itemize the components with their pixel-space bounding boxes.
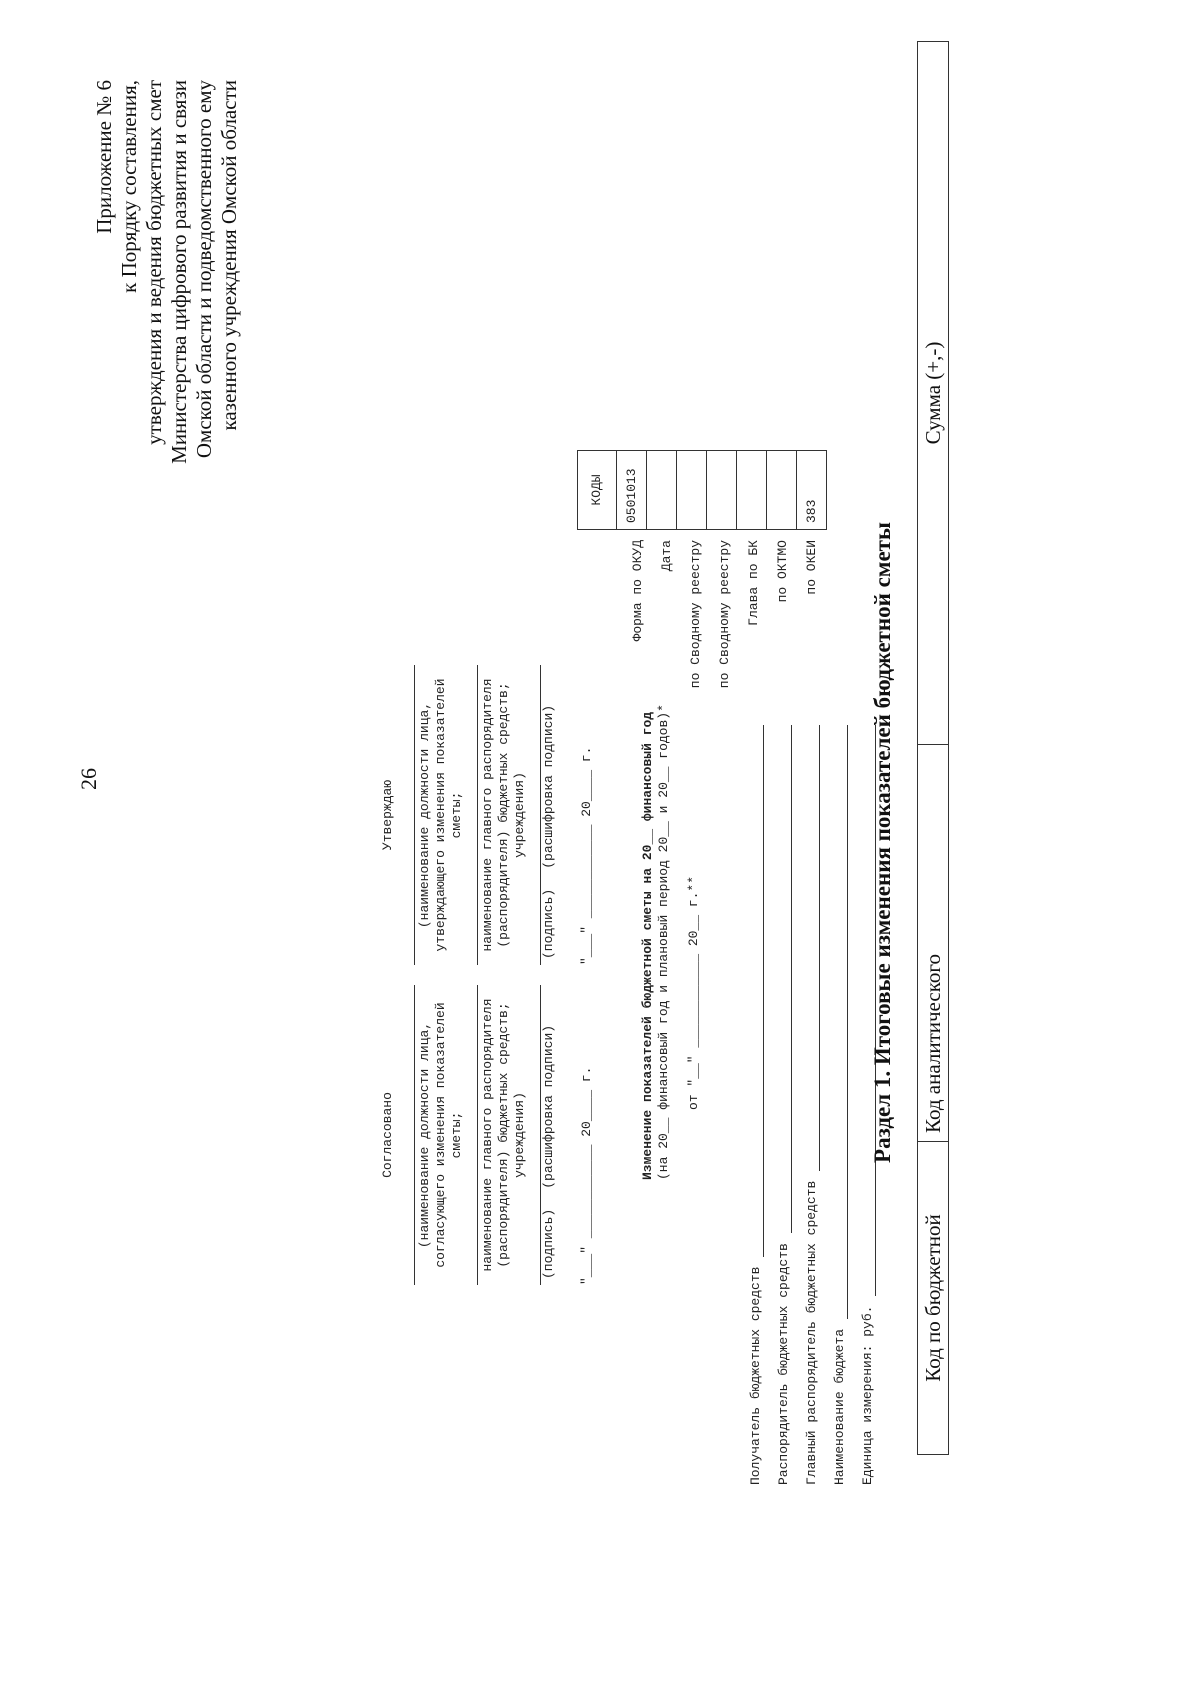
field-budget-name: [832, 725, 848, 1485]
heading-line: (на 20__ финансовый год и плановый период 20__ и 20__ годов)*: [656, 704, 671, 1180]
signature-caption: (подпись): [541, 1208, 556, 1279]
official-caption: (наименование должности лица, согласующего изменения показателей сметы;: [417, 1002, 464, 1268]
code-cell[interactable]: [647, 451, 677, 530]
table-header-analytic-code: Код аналитического: [918, 745, 949, 1142]
code-cell[interactable]: [767, 451, 797, 530]
code-label-date: Дата: [659, 540, 674, 572]
approved-heading: Утверждаю: [380, 779, 395, 851]
codes-table: [577, 450, 827, 530]
field-line[interactable]: [777, 725, 792, 1233]
field-label: Получатель бюджетных средств: [748, 1266, 763, 1485]
signature-captions: [541, 985, 557, 1285]
manager-caption: наименование главного распорядителя (распорядителя) бюджетных средств; учреждения): [480, 998, 527, 1272]
appendix-line: Министерства цифрового развития и связи: [167, 80, 191, 464]
code-label-okei: по ОКЕИ: [804, 540, 819, 595]
heading-date: от "__" ____________ 20__ г.**: [686, 875, 701, 1110]
table-header-budget-code: Код по бюджетной: [918, 1142, 949, 1455]
appendix-line: Омской области и подведомственного ему: [192, 80, 216, 459]
field-label: Единица измерения: руб.: [860, 1305, 875, 1485]
code-label-oktmo: по ОКТМО: [775, 540, 790, 603]
agreed-heading: Согласовано: [380, 1092, 395, 1178]
date-line: "___" ____________ 20____ г.: [579, 1066, 594, 1285]
heading-line: Изменение показателей бюджетной сметы на 20__ финансовый год: [640, 711, 655, 1180]
appendix-line: к Порядку составления,: [117, 80, 141, 293]
field-label: Распорядитель бюджетных средств: [776, 1243, 791, 1485]
code-label-registry: по Сводному реестру: [688, 540, 703, 689]
code-cell[interactable]: 383: [797, 451, 827, 530]
field-manager: [776, 725, 792, 1485]
date-line: "___" ____________ 20____ г.: [579, 746, 594, 965]
field-label: Наименование бюджета: [832, 1328, 847, 1485]
code-label-bk: Глава по БК: [746, 540, 761, 626]
appendix-line: утверждения и ведения бюджетных смет: [142, 80, 166, 445]
manager-caption: наименование главного распорядителя (распорядителя) бюджетных средств; учреждения): [480, 678, 527, 952]
appendix-line: казенного учреждения Омской области: [217, 80, 241, 431]
codes-header: КОДЫ: [578, 451, 617, 530]
appendix-line: Приложение № 6: [92, 80, 116, 234]
code-cell[interactable]: 0501013: [617, 451, 647, 530]
decoding-caption: (расшифровка подписи): [541, 704, 556, 869]
field-line[interactable]: [805, 725, 820, 1171]
appendix-header: [92, 80, 242, 464]
page-number: 26: [76, 768, 101, 790]
signature-captions: [541, 665, 557, 965]
code-cell[interactable]: [677, 451, 707, 530]
field-line[interactable]: [749, 725, 764, 1257]
field-line[interactable]: [833, 725, 848, 1319]
summary-table: [917, 41, 949, 1455]
code-label-registry: по Сводному реестру: [717, 540, 732, 689]
field-chief-manager: [804, 725, 820, 1485]
code-cell[interactable]: [737, 451, 767, 530]
field-label: Главный распорядитель бюджетных средств: [804, 1180, 819, 1485]
official-caption: (наименование должности лица, утверждающего изменения показателей сметы;: [417, 678, 464, 952]
approved-block: [380, 665, 595, 965]
field-recipient: [748, 725, 764, 1485]
table-header-sum: Сумма (+,-): [918, 42, 949, 745]
code-cell[interactable]: [707, 451, 737, 530]
section-title: Раздел 1. Итоговые изменения показателей бюджетной сметы: [870, 522, 895, 1163]
signature-caption: (подпись): [541, 888, 556, 959]
code-label-okud: Форма по ОКУД: [630, 540, 645, 642]
agreed-block: [380, 985, 595, 1285]
decoding-caption: (расшифровка подписи): [541, 1024, 556, 1189]
